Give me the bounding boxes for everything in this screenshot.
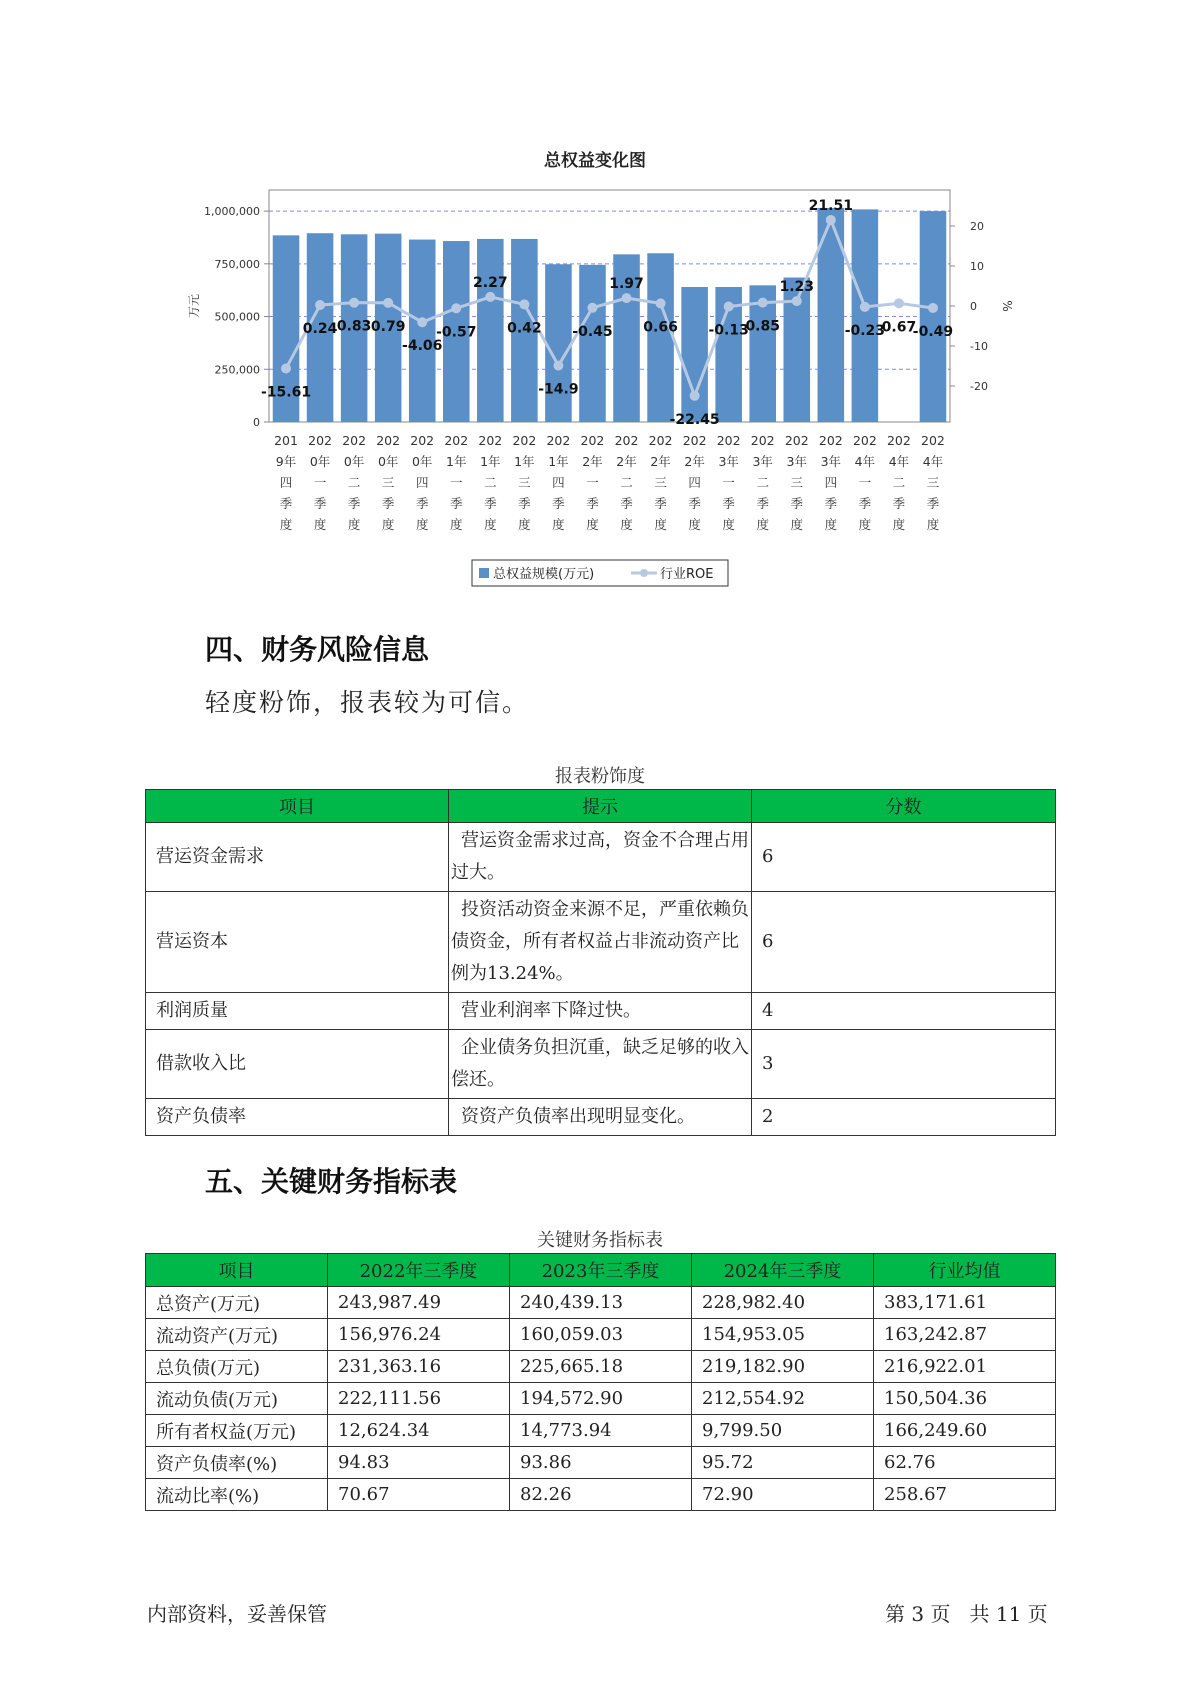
x-tick-label: 季 — [586, 496, 599, 511]
x-tick-label: 季 — [450, 496, 463, 511]
y2-tick-label: 20 — [970, 220, 984, 233]
section4-text: 轻度粉饰，报表较为可信。 — [205, 688, 530, 717]
kpi-value-industry: 163,242.87 — [874, 1319, 1056, 1351]
x-tick-label: 季 — [620, 496, 633, 511]
chart-title: 总权益变化图 — [544, 151, 646, 171]
risk-header-tip: 提示 — [449, 790, 752, 823]
kpi-value-2024: 212,554.92 — [692, 1383, 874, 1415]
kpi-value-2024: 72.90 — [692, 1479, 874, 1511]
risk-table-caption: 报表粉饰度 — [555, 766, 645, 787]
x-tick-label: 3年 — [752, 454, 773, 469]
x-tick-label: 202 — [444, 433, 469, 448]
x-tick-label: 4年 — [888, 454, 910, 469]
footer-left: 内部资料，妥善保管 — [147, 1602, 327, 1626]
y-axis-label: 万元 — [187, 293, 201, 319]
x-tick-label: 202 — [886, 433, 911, 448]
risk-item: 营运资本 — [146, 892, 449, 993]
kpi-value-2024: 154,953.05 — [692, 1319, 874, 1351]
x-tick-label: 2年 — [616, 454, 637, 469]
kpi-value-2023: 14,773.94 — [510, 1415, 692, 1447]
kpi-value-2022: 243,987.49 — [328, 1287, 510, 1319]
x-tick-label: 201 — [274, 433, 298, 448]
x-tick-label: 3年 — [820, 454, 842, 469]
plot-area — [269, 190, 950, 422]
roe-point — [860, 302, 870, 312]
x-tick-label: 三 — [926, 475, 940, 490]
x-tick-label: 度 — [450, 517, 463, 532]
roe-data-label: -0.13 — [708, 322, 749, 339]
roe-data-label: -4.06 — [402, 338, 443, 355]
kpi-value-2022: 12,624.34 — [328, 1415, 510, 1447]
kpi-value-2023: 240,439.13 — [510, 1287, 692, 1319]
x-tick-label: 季 — [858, 496, 872, 511]
kpi-value-2023: 93.86 — [510, 1447, 692, 1479]
x-tick-label: 季 — [688, 496, 701, 511]
x-tick-label: 度 — [552, 517, 565, 532]
x-tick-label: 四 — [415, 475, 429, 490]
risk-tip: 资资产负债率出现明显变化。 — [449, 1099, 752, 1136]
risk-score: 6 — [752, 823, 1056, 892]
risk-tip: 投资活动资金来源不足，严重依赖负债资金，所有者权益占非流动资产比例为13.24%。 — [449, 892, 752, 993]
table-row — [146, 1383, 1056, 1415]
kpi-value-industry: 150,504.36 — [874, 1383, 1056, 1415]
x-tick-label: 三 — [654, 475, 667, 490]
x-tick-label: 四 — [279, 475, 293, 490]
x-tick-label: 一 — [450, 475, 463, 490]
table-row — [146, 1099, 1056, 1136]
table-row — [146, 1319, 1056, 1351]
kpi-value-2022: 156,976.24 — [328, 1319, 510, 1351]
kpi-value-industry: 216,922.01 — [874, 1351, 1056, 1383]
x-tick-label: 三 — [790, 475, 804, 490]
x-tick-label: 0年 — [377, 454, 399, 469]
x-tick-label: 度 — [347, 517, 361, 532]
roe-data-label: 0.24 — [302, 321, 338, 338]
kpi-value-2022: 70.67 — [328, 1479, 510, 1511]
risk-header-item: 项目 — [146, 790, 449, 823]
x-tick-label: 3年 — [718, 454, 739, 469]
x-tick-label: 度 — [313, 517, 327, 532]
x-tick-label: 度 — [415, 517, 429, 532]
x-tick-label: 三 — [518, 475, 531, 490]
x-tick-label: 4年 — [922, 454, 944, 469]
table-row — [146, 823, 1056, 892]
x-tick-label: 季 — [279, 496, 293, 511]
roe-data-label: 0.85 — [745, 318, 780, 335]
x-tick-label: 2年 — [684, 454, 705, 469]
kpi-value-2022: 222,111.56 — [328, 1383, 510, 1415]
x-tick-label: 202 — [580, 433, 605, 448]
kpi-item: 流动资产(万元) — [146, 1319, 328, 1351]
kpi-item: 总负债(万元) — [146, 1351, 328, 1383]
roe-data-label: 0.79 — [370, 318, 406, 335]
x-tick-label: 202 — [478, 433, 503, 448]
kpi-item: 总资产(万元) — [146, 1287, 328, 1319]
bar — [477, 239, 504, 422]
kpi-table-header-row — [146, 1254, 1056, 1287]
section4-title: 四、财务风险信息 — [205, 633, 430, 666]
bar — [409, 240, 436, 422]
kpi-item: 资产负债率(%) — [146, 1447, 328, 1479]
roe-data-label: -15.61 — [260, 384, 312, 401]
x-tick-label: 度 — [586, 517, 599, 532]
risk-tip: 营业利润率下降过快。 — [449, 993, 752, 1030]
kpi-value-2022: 94.83 — [328, 1447, 510, 1479]
roe-data-label: 1.23 — [779, 279, 815, 296]
table-row — [146, 1415, 1056, 1447]
table-row — [146, 993, 1056, 1030]
x-tick-label: 4年 — [854, 454, 876, 469]
roe-point — [349, 298, 359, 308]
kpi-value-2023: 194,572.90 — [510, 1383, 692, 1415]
x-tick-label: 季 — [756, 496, 769, 511]
y-tick-label: 750,000 — [214, 257, 260, 271]
kpi-table-caption: 关键财务指标表 — [537, 1230, 663, 1251]
risk-item: 营运资金需求 — [146, 823, 449, 892]
x-tick-label: 四 — [552, 475, 565, 490]
x-tick-label: 季 — [552, 496, 565, 511]
x-tick-label: 度 — [790, 517, 804, 532]
x-tick-label: 202 — [852, 433, 877, 448]
x-tick-label: 202 — [750, 433, 775, 448]
x-tick-label: 202 — [308, 433, 333, 448]
section5-title: 五、关键财务指标表 — [205, 1165, 458, 1198]
legend-bar-label: 总权益规模(万元) — [493, 567, 595, 582]
x-tick-label: 季 — [926, 496, 940, 511]
legend-line-label: 行业ROE — [660, 567, 714, 582]
y-tick-label: 0 — [253, 416, 260, 429]
risk-score: 3 — [752, 1030, 1056, 1099]
kpi-value-2023: 160,059.03 — [510, 1319, 692, 1351]
y2-tick-label: -10 — [970, 340, 988, 353]
kpi-value-industry: 383,171.61 — [874, 1287, 1056, 1319]
x-tick-label: 二 — [347, 475, 361, 490]
x-tick-label: 2年 — [582, 454, 603, 469]
roe-point — [758, 298, 768, 308]
roe-point — [383, 298, 393, 308]
kpi-item: 流动比率(%) — [146, 1479, 328, 1511]
kpi-value-industry: 166,249.60 — [874, 1415, 1056, 1447]
roe-point — [792, 296, 802, 306]
kpi-value-industry: 258.67 — [874, 1479, 1056, 1511]
table-row — [146, 1447, 1056, 1479]
bar — [545, 264, 572, 422]
x-tick-label: 202 — [546, 433, 571, 448]
risk-tip: 营运资金需求过高，资金不合理占用过大。 — [449, 823, 752, 892]
roe-point — [622, 293, 632, 303]
roe-data-label: 0.42 — [507, 320, 542, 337]
risk-table — [145, 789, 1056, 1136]
x-tick-label: 202 — [376, 433, 401, 448]
y-tick-label: 1,000,000 — [204, 205, 260, 219]
x-tick-label: 一 — [858, 475, 872, 490]
x-tick-label: 度 — [620, 517, 633, 532]
x-tick-label: 0年 — [343, 454, 365, 469]
x-tick-label: 度 — [484, 517, 497, 532]
x-tick-label: 度 — [279, 517, 293, 532]
roe-data-label: 0.83 — [336, 318, 372, 335]
x-tick-label: 202 — [921, 433, 945, 448]
x-tick-label: 二 — [620, 475, 633, 490]
kpi-value-2024: 9,799.50 — [692, 1415, 874, 1447]
table-row — [146, 1287, 1056, 1319]
x-tick-label: 1年 — [446, 454, 467, 469]
x-tick-label: 2年 — [650, 454, 671, 469]
x-tick-label: 季 — [654, 496, 667, 511]
x-tick-label: 二 — [484, 475, 497, 490]
x-tick-label: 三 — [381, 475, 395, 490]
x-tick-label: 度 — [688, 517, 701, 532]
x-tick-label: 季 — [824, 496, 838, 511]
x-tick-label: 一 — [586, 475, 599, 490]
roe-point — [485, 292, 495, 302]
kpi-header-industry: 行业均值 — [874, 1254, 1056, 1287]
roe-data-label: -14.9 — [538, 381, 579, 398]
x-tick-label: 202 — [682, 433, 707, 448]
risk-item: 借款收入比 — [146, 1030, 449, 1099]
legend-line-marker — [640, 569, 648, 577]
bar — [852, 209, 879, 422]
x-tick-label: 一 — [313, 475, 327, 490]
x-tick-label: 202 — [716, 433, 741, 448]
y2-tick-label: 0 — [970, 300, 977, 313]
x-tick-label: 3年 — [786, 454, 808, 469]
x-tick-label: 度 — [756, 517, 769, 532]
equity-chart-svg — [0, 0, 1191, 600]
roe-data-label: 2.27 — [473, 274, 508, 291]
kpi-header-2023: 2023年三季度 — [510, 1254, 692, 1287]
x-tick-label: 202 — [784, 433, 809, 448]
x-tick-label: 季 — [347, 496, 361, 511]
x-tick-label: 季 — [484, 496, 497, 511]
roe-point — [894, 298, 904, 308]
x-tick-label: 0年 — [411, 454, 433, 469]
roe-point — [315, 300, 325, 310]
x-tick-label: 季 — [518, 496, 531, 511]
roe-data-label: 0.67 — [881, 319, 917, 336]
roe-data-label: 1.97 — [609, 276, 644, 293]
x-tick-label: 季 — [415, 496, 429, 511]
roe-point — [587, 303, 597, 313]
roe-data-label: -22.45 — [669, 411, 720, 428]
roe-point — [553, 361, 563, 371]
risk-score: 2 — [752, 1099, 1056, 1136]
x-tick-label: 度 — [722, 517, 735, 532]
table-row — [146, 1030, 1056, 1099]
x-tick-label: 202 — [410, 433, 435, 448]
legend-bar-swatch — [479, 568, 489, 578]
equity-chart — [0, 0, 1191, 600]
x-tick-label: 202 — [614, 433, 639, 448]
roe-point — [417, 317, 427, 327]
x-tick-label: 度 — [926, 517, 940, 532]
roe-point — [451, 303, 461, 313]
roe-point — [724, 302, 734, 312]
risk-score: 6 — [752, 892, 1056, 993]
x-tick-label: 度 — [518, 517, 531, 532]
x-tick-label: 季 — [381, 496, 395, 511]
x-tick-label: 季 — [790, 496, 804, 511]
footer-page-number: 第 3 页 共 11 页 — [885, 1602, 1048, 1626]
x-tick-label: 度 — [892, 517, 906, 532]
roe-data-label: -0.45 — [572, 323, 613, 340]
kpi-value-industry: 62.76 — [874, 1447, 1056, 1479]
y2-axis-label: % — [1000, 300, 1014, 312]
roe-point — [281, 363, 291, 373]
kpi-item: 流动负债(万元) — [146, 1383, 328, 1415]
x-tick-label: 季 — [313, 496, 327, 511]
kpi-value-2024: 228,982.40 — [692, 1287, 874, 1319]
kpi-table — [145, 1253, 1056, 1511]
roe-point — [928, 303, 938, 313]
roe-data-label: -0.23 — [844, 322, 886, 339]
risk-header-score: 分数 — [752, 790, 1056, 823]
roe-data-label: -0.57 — [436, 324, 477, 341]
kpi-header-item: 项目 — [146, 1254, 328, 1287]
bar — [579, 265, 606, 422]
kpi-header-2024: 2024年三季度 — [692, 1254, 874, 1287]
table-row — [146, 1351, 1056, 1383]
roe-data-label: 0.66 — [643, 319, 678, 336]
x-tick-label: 度 — [381, 517, 395, 532]
x-tick-label: 1年 — [514, 454, 535, 469]
roe-point — [690, 391, 700, 401]
x-tick-label: 二 — [892, 475, 906, 490]
x-tick-label: 度 — [858, 517, 872, 532]
x-tick-label: 202 — [342, 433, 367, 448]
x-tick-label: 度 — [654, 517, 667, 532]
x-tick-label: 季 — [892, 496, 906, 511]
x-tick-label: 二 — [756, 475, 769, 490]
y-tick-label: 500,000 — [214, 310, 260, 324]
roe-point — [656, 298, 666, 308]
roe-data-label: 21.51 — [808, 197, 853, 214]
x-tick-label: 度 — [824, 517, 838, 532]
x-tick-label: 1年 — [480, 454, 501, 469]
kpi-value-2024: 95.72 — [692, 1447, 874, 1479]
kpi-value-2024: 219,182.90 — [692, 1351, 874, 1383]
bar — [920, 211, 947, 422]
kpi-header-2022: 2022年三季度 — [328, 1254, 510, 1287]
x-tick-label: 一 — [722, 475, 735, 490]
x-tick-label: 202 — [512, 433, 537, 448]
x-tick-label: 0年 — [309, 454, 331, 469]
kpi-value-2022: 231,363.16 — [328, 1351, 510, 1383]
y2-tick-label: 10 — [970, 260, 984, 273]
kpi-value-2023: 225,665.18 — [510, 1351, 692, 1383]
risk-item: 资产负债率 — [146, 1099, 449, 1136]
roe-data-label: -0.49 — [912, 323, 954, 340]
x-tick-label: 1年 — [548, 454, 569, 469]
x-tick-label: 9年 — [275, 454, 297, 469]
y2-tick-label: -20 — [970, 380, 988, 393]
y-tick-label: 250,000 — [214, 363, 260, 377]
bar — [681, 287, 708, 422]
kpi-item: 所有者权益(万元) — [146, 1415, 328, 1447]
bar — [647, 253, 674, 422]
risk-table-header-row — [146, 790, 1056, 823]
table-row — [146, 1479, 1056, 1511]
x-tick-label: 202 — [818, 433, 843, 448]
table-row — [146, 892, 1056, 993]
kpi-value-2023: 82.26 — [510, 1479, 692, 1511]
roe-point — [519, 299, 529, 309]
risk-score: 4 — [752, 993, 1056, 1030]
x-tick-label: 季 — [722, 496, 735, 511]
x-tick-label: 四 — [824, 475, 838, 490]
x-tick-label: 202 — [648, 433, 673, 448]
risk-tip: 企业债务负担沉重，缺乏足够的收入偿还。 — [449, 1030, 752, 1099]
risk-item: 利润质量 — [146, 993, 449, 1030]
roe-point — [826, 215, 836, 225]
x-tick-label: 四 — [688, 475, 701, 490]
